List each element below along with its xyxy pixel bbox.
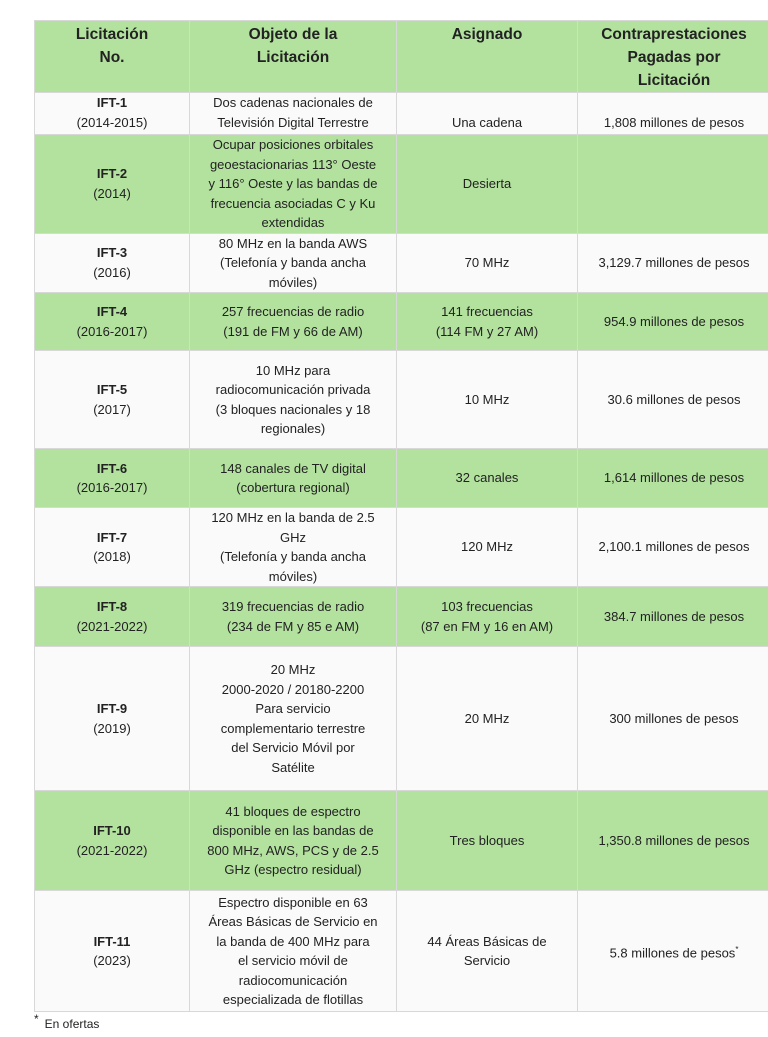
- objeto-cell: [190, 587, 397, 647]
- objeto-line: 319 frecuencias de radio: [221, 599, 365, 614]
- header-line: Licitación: [256, 49, 330, 66]
- objeto-cell: [190, 449, 397, 508]
- objeto-line: Ocupar posiciones orbitales: [212, 137, 374, 152]
- licitacion-year: (2019): [93, 720, 131, 736]
- asignado-line: (87 en FM y 16 en AM): [420, 618, 554, 634]
- objeto-line: Áreas Básicas de Servicio en: [208, 914, 378, 929]
- objeto-line: del Servicio Móvil por: [231, 740, 355, 755]
- pago-cell: [578, 351, 768, 449]
- asignado-line: 44 Áreas Básicas de: [427, 933, 547, 949]
- asignado-line: Servicio: [463, 953, 511, 968]
- header-line: Objeto de la: [248, 26, 338, 43]
- asignado-cell: [397, 891, 578, 1012]
- pago-value: 3,129.7 millones de pesos: [598, 255, 750, 270]
- asignado-line: (114 FM y 27 AM): [435, 323, 539, 339]
- licitacion-year: (2017): [93, 401, 131, 417]
- header-line: No.: [99, 49, 125, 66]
- licitacion-cell: [35, 293, 190, 351]
- asignado-line: 141 frecuencias: [441, 304, 533, 319]
- asignado-cell: [397, 93, 578, 135]
- asignado-cell: [397, 791, 578, 891]
- asignado-cell: [397, 587, 578, 647]
- objeto-line: 120 MHz en la banda de 2.5: [211, 510, 375, 525]
- objeto-cell: [190, 891, 397, 1012]
- footnote: [34, 1012, 99, 1031]
- objeto-line: (191 de FM y 66 de AM): [223, 323, 363, 339]
- licitacion-year: (2014-2015): [76, 114, 148, 130]
- header-line: Pagadas por: [627, 49, 721, 66]
- licitacion-cell: [35, 351, 190, 449]
- objeto-line: extendidas: [261, 215, 325, 230]
- licitacion-cell: [35, 587, 190, 647]
- table-row: [35, 293, 768, 351]
- licitacion-year: (2018): [93, 549, 131, 564]
- asignado-cell: [397, 647, 578, 791]
- pago-cell: [578, 508, 768, 587]
- licitacion-cell: [35, 647, 190, 791]
- header-line: Asignado: [451, 26, 523, 43]
- column-header: [578, 21, 768, 93]
- licitacion-year: (2023): [93, 953, 131, 968]
- asignado-cell: [397, 351, 578, 449]
- asignado-cell: [397, 293, 578, 351]
- licitacion-id: IFT-10: [93, 823, 131, 838]
- pago-cell: [578, 587, 768, 647]
- asignado-line: Una cadena: [451, 114, 523, 130]
- objeto-line: Televisión Digital Terrestre: [217, 114, 369, 130]
- column-header: [397, 21, 578, 93]
- header-line: Licitación: [637, 72, 711, 89]
- objeto-line: y 116° Oeste y las bandas de: [208, 176, 378, 191]
- pago-cell: [578, 93, 768, 135]
- asignado-line: Desierta: [462, 176, 512, 191]
- asignado-cell: [397, 233, 578, 293]
- objeto-line: la banda de 400 MHz para: [216, 933, 370, 949]
- pago-cell: [578, 791, 768, 891]
- pago-value: 954.9 millones de pesos: [603, 313, 745, 329]
- objeto-line: 257 frecuencias de radio: [221, 304, 365, 319]
- asignado-cell: [397, 135, 578, 234]
- asignado-line: 103 frecuencias: [441, 599, 533, 614]
- pago-value: 384.7 millones de pesos: [603, 608, 745, 624]
- objeto-line: radiocomunicación privada: [215, 382, 371, 397]
- licitacion-year: (2021-2022): [76, 618, 148, 634]
- column-header: [190, 21, 397, 93]
- licitacion-year: (2016): [93, 264, 131, 280]
- objeto-line: 41 bloques de espectro: [225, 803, 361, 819]
- objeto-line: geoestacionarias 113° Oeste: [209, 156, 377, 172]
- licitacion-id: IFT-3: [96, 245, 128, 261]
- pago-value: 300 millones de pesos: [609, 710, 739, 726]
- objeto-line: 10 MHz para: [255, 362, 331, 378]
- objeto-line: 20 MHz: [270, 662, 316, 677]
- table-row: [35, 891, 768, 1012]
- objeto-line: móviles): [268, 274, 318, 290]
- licitacion-cell: [35, 233, 190, 293]
- objeto-line: (3 bloques nacionales y 18: [215, 401, 371, 417]
- table-row: [35, 791, 768, 891]
- objeto-cell: [190, 93, 397, 135]
- table-row: [35, 93, 768, 135]
- table-row: [35, 587, 768, 647]
- licitacion-cell: [35, 891, 190, 1012]
- objeto-line: especializada de flotillas: [222, 992, 364, 1007]
- table-row: [35, 351, 768, 449]
- licitacion-id: IFT-2: [96, 166, 128, 182]
- asignado-cell: [397, 508, 578, 587]
- pago-cell: [578, 647, 768, 791]
- licitacion-cell: [35, 449, 190, 508]
- pago-footnote-mark: *: [735, 944, 739, 954]
- asignado-line: 70 MHz: [464, 255, 510, 270]
- objeto-line: 2000-2020 / 20180-2200: [221, 681, 365, 697]
- objeto-line: GHz: [280, 529, 306, 545]
- pago-value: 2,100.1 millones de pesos: [598, 539, 750, 555]
- licitacion-year: (2016-2017): [76, 323, 148, 339]
- licitacion-year: (2016-2017): [76, 480, 148, 495]
- objeto-line: 800 MHz, AWS, PCS y de 2.5: [207, 842, 379, 858]
- objeto-cell: [190, 791, 397, 891]
- pago-value: 1,808 millones de pesos: [603, 114, 745, 130]
- pago-value: 30.6 millones de pesos: [607, 391, 741, 407]
- licitacion-id: IFT-1: [96, 95, 128, 110]
- table-row: [35, 135, 768, 234]
- objeto-cell: [190, 293, 397, 351]
- licitacion-cell: [35, 93, 190, 135]
- objeto-cell: [190, 508, 397, 587]
- pago-cell: [578, 233, 768, 293]
- licitacion-id: IFT-4: [96, 304, 128, 319]
- objeto-line: disponible en las bandas de: [212, 823, 374, 838]
- objeto-line: complementario terrestre: [220, 720, 366, 736]
- asignado-line: 120 MHz: [460, 539, 514, 555]
- objeto-line: el servicio móvil de: [238, 953, 348, 968]
- licitacion-id: IFT-5: [96, 382, 128, 397]
- licitaciones-table: [34, 20, 768, 1012]
- pago-value: 1,614 millones de pesos: [603, 470, 745, 486]
- licitacion-id: IFT-8: [96, 599, 128, 614]
- licitacion-cell: [35, 508, 190, 587]
- table-row: [35, 233, 768, 293]
- pago-cell: [578, 449, 768, 508]
- objeto-cell: [190, 647, 397, 791]
- footnote-mark: *: [34, 1012, 39, 1026]
- licitacion-cell: [35, 791, 190, 891]
- objeto-line: (234 de FM y 85 e AM): [226, 618, 360, 634]
- objeto-line: 80 MHz en la banda AWS: [218, 235, 368, 251]
- licitacion-cell: [35, 135, 190, 234]
- objeto-line: (Telefonía y banda ancha: [220, 549, 366, 564]
- objeto-cell: [190, 351, 397, 449]
- objeto-line: (cobertura regional): [236, 480, 350, 495]
- objeto-line: Para servicio: [255, 701, 331, 716]
- licitacion-id: IFT-6: [96, 460, 128, 476]
- table-row: [35, 647, 768, 791]
- licitacion-id: IFT-9: [96, 701, 128, 716]
- licitacion-year: (2021-2022): [76, 842, 148, 858]
- objeto-line: (Telefonía y banda ancha: [220, 255, 366, 270]
- asignado-line: 10 MHz: [464, 391, 510, 407]
- licitacion-year: (2014): [93, 185, 131, 201]
- objeto-line: 148 canales de TV digital: [220, 460, 366, 476]
- licitacion-id: IFT-7: [96, 529, 128, 545]
- objeto-line: Satélite: [271, 759, 315, 775]
- column-header: [35, 21, 190, 93]
- pago-cell: [578, 891, 768, 1012]
- asignado-cell: [397, 449, 578, 508]
- objeto-line: móviles): [268, 568, 318, 584]
- objeto-line: Espectro disponible en 63: [218, 894, 368, 910]
- objeto-line: regionales): [260, 421, 326, 436]
- objeto-cell: [190, 135, 397, 234]
- asignado-line: 32 canales: [455, 470, 519, 486]
- objeto-cell: [190, 233, 397, 293]
- pago-value: 1,350.8 millones de pesos: [598, 832, 750, 848]
- objeto-line: GHz (espectro residual): [224, 862, 362, 877]
- table-row: [35, 508, 768, 587]
- asignado-line: 20 MHz: [464, 710, 510, 726]
- table-row: [35, 449, 768, 508]
- header-line: Contraprestaciones: [601, 26, 747, 43]
- objeto-line: radiocomunicación: [238, 972, 348, 988]
- footnote-text: En ofertas: [44, 1017, 100, 1031]
- asignado-line: Tres bloques: [449, 832, 525, 848]
- pago-cell: [578, 135, 768, 234]
- pago-value: 5.8 millones de pesos: [609, 944, 736, 960]
- licitacion-id: IFT-11: [93, 933, 131, 949]
- pago-cell: [578, 293, 768, 351]
- objeto-line: Dos cadenas nacionales de: [213, 95, 373, 110]
- header-line: Licitación: [75, 26, 149, 43]
- objeto-line: frecuencia asociadas C y Ku: [210, 195, 376, 211]
